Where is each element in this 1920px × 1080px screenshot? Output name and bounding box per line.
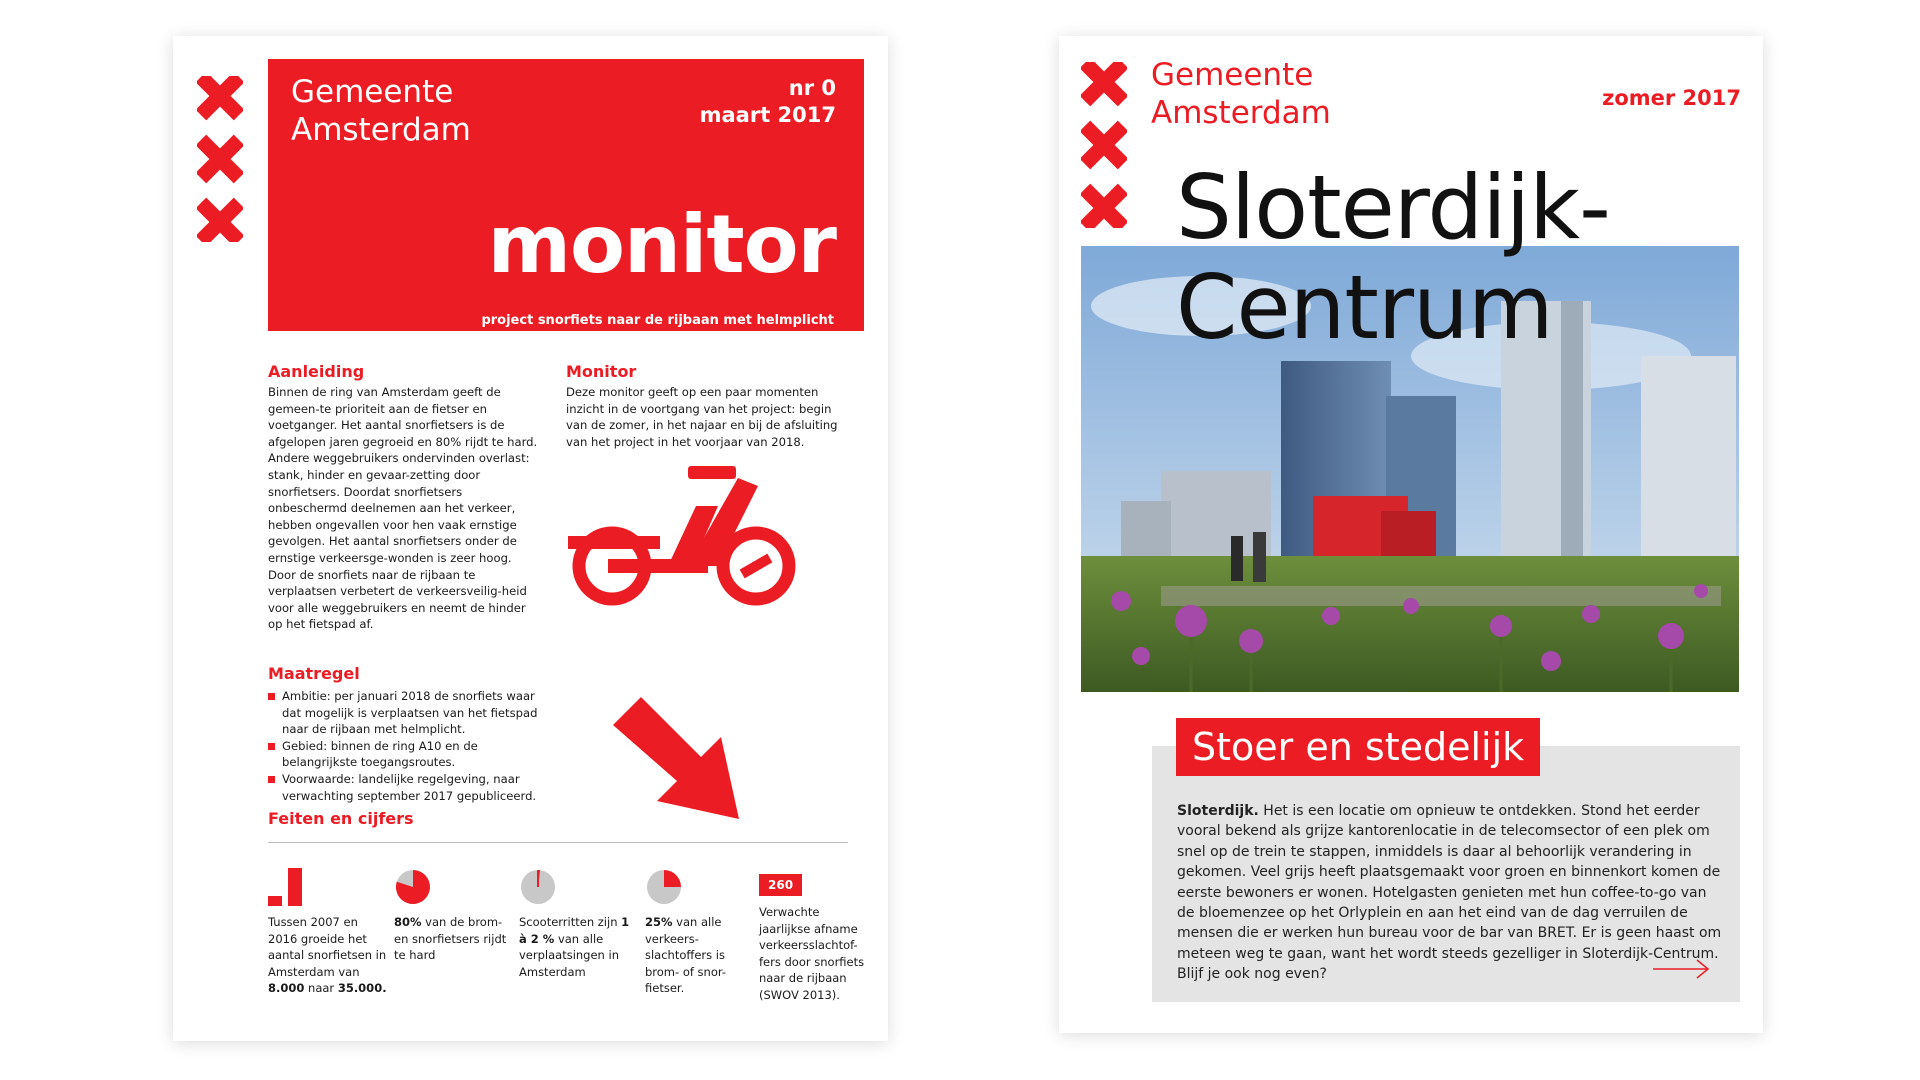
page-subtitle: project snorfiets naar de rijbaan met helmplicht (481, 313, 834, 328)
maatregel-heading: Maatregel (268, 664, 360, 683)
list-item: Gebied: binnen de ring A10 en de belangrijkste toegangsroutes. (268, 738, 546, 771)
monitor-heading: Monitor (566, 362, 637, 381)
fact-speeding (394, 868, 514, 964)
page-title: monitor (487, 198, 836, 291)
fact-reduction (759, 866, 869, 1004)
issue-date: maart 2017 (699, 103, 836, 127)
aanleiding-text: Binnen de ring van Amsterdam geeft de gemeen-te prioriteit aan de fietser en voetganger. Het aantal snorfietsers is de afgelopen jaren gegroeid en 80% rijdt te hard. Andere weggebruikers ondervinden overlast: stank, hinder en gevaar-zetting door snorfietsers. Doordat snorfietsers onbeschermd deelnemen aan het verkeer, hebben ongevallen voor hen vaak ernstige gevolgen. Het aantal snorfietsers onder de ernstige verkeersge-wonden is zeer hoog. Door de snorfiets naar de rijbaan te verplaatsen verbetert de verkeersveilig-heid voor alle weggebruikers en neemt de hinder op het fietspad af. (268, 385, 538, 632)
intro-text: Sloterdijk. Het is een locatie om opnieuw te ontdekken. Stond het eerder vooral bekend als grijze kantorenlocatie in de telecomsector of een plek om snel op de trein te stappen, inmiddels is daar al behoorlijk verandering in gekomen. Veel grijs heeft plaatsgemaakt voor groen en binnenkort komen de eerste bewoners er wonen. Hotelgasten genieten met hun coffee-to-go van de bloemenzee op het Orlyplein en aan het eind van de dag verruilen de mensen die er werken hun bureau voor de bar van BRET. Er is geen haast om meteen weg te gaan, want het wordt steeds gezelliger in Sloterdijk-Centrum. Blijf je ook nog even? (1177, 803, 1722, 983)
fact-victims (645, 868, 735, 997)
org-name: Gemeente Amsterdam (291, 74, 471, 148)
moped-icon (568, 466, 808, 620)
three-crosses-icon (1081, 62, 1127, 228)
monitor-newsletter-page (173, 36, 888, 1041)
fact-growth (268, 868, 388, 997)
fact-text: Scooterritten zijn 1 à 2 % van alle verplaatsingen in Amsterdam (519, 915, 630, 979)
pie-1-icon (519, 868, 639, 906)
fact-text: 25% van alle verkeers-slachtoffers is brom- of snor-fietser. (645, 915, 727, 996)
feiten-heading: Feiten en cijfers (268, 809, 414, 828)
arrow-right-icon[interactable] (1653, 958, 1711, 984)
issue-date: zomer 2017 (1602, 86, 1741, 110)
org-name: Gemeente Amsterdam (1151, 57, 1331, 131)
section-label: Stoer en stedelijk (1176, 718, 1540, 776)
maatregel-list (268, 688, 546, 804)
page-title: Sloterdijk- Centrum (1176, 156, 1610, 359)
pie-25-icon (645, 868, 735, 906)
fact-text: Verwachte jaarlijkse afname verkeersslachtof-fers door snorfiets naar de rijbaan (SWOV 2013). (759, 905, 865, 1002)
three-crosses-icon (197, 76, 243, 242)
issue-info (700, 75, 836, 129)
fact-text: 80% van de brom- en snorfietsers rijdt te hard (394, 915, 507, 963)
list-item: Ambitie: per januari 2018 de snorfiets waar dat mogelijk is verplaatsen van het fietspad naar de rijbaan met helmplicht. (268, 688, 546, 738)
fact-text: Tussen 2007 en 2016 groeide het aantal snorfietsen in Amsterdam van 8.000 naar 35.000. (268, 915, 387, 996)
issue-number: nr 0 (788, 76, 836, 100)
sloterdijk-newsletter-page (1059, 36, 1763, 1033)
divider (268, 842, 848, 843)
masthead-banner (268, 59, 864, 331)
bar-growth-icon (268, 868, 388, 906)
list-item: Voorwaarde: landelijke regelgeving, naar verwachting september 2017 gepubliceerd. (268, 771, 546, 804)
monitor-text: Deze monitor geeft op een paar momenten inzicht in de voortgang van het project: begin van de zomer, in het najaar en bij de afsluiting van het project in het voorjaar van 2018. (566, 385, 838, 449)
pie-80-icon (394, 868, 514, 906)
fact-trips (519, 868, 639, 980)
aanleiding-heading: Aanleiding (268, 362, 365, 381)
badge-260: 260 (759, 874, 802, 896)
arrow-down-right-icon (613, 689, 753, 833)
